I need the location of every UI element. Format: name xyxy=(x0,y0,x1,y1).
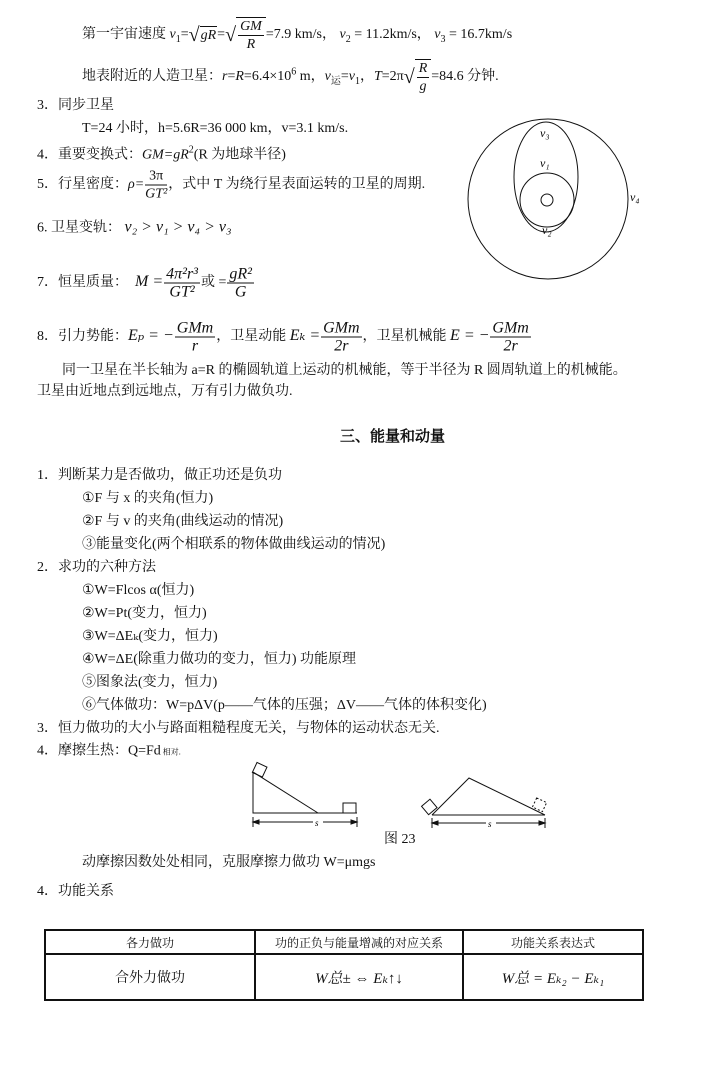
sqrt-icon: √ xyxy=(188,24,200,46)
label: 地表附近的人造卫星： xyxy=(82,69,222,85)
cell: W总± ⇔ Eₖ↑↓ xyxy=(255,954,463,1000)
list-item: ③能量变化(两个相联系的物体做曲线运动的情况) xyxy=(82,537,386,552)
denominator: r xyxy=(191,337,199,355)
t: v₂ > v₁ > v₄ > v₃ xyxy=(124,218,232,236)
sup: 6 xyxy=(291,66,297,78)
list-item: ②F 与 v 的夹角(曲线运动的情况) xyxy=(82,514,284,529)
orbit-circle-inner xyxy=(520,173,574,227)
var: gR xyxy=(200,27,217,43)
t: ，卫星机械能 xyxy=(362,329,451,345)
sub: 2 xyxy=(345,34,351,46)
t: = xyxy=(340,69,349,85)
sqrt-icon: √ xyxy=(403,66,415,88)
label-s: s xyxy=(488,819,492,829)
sub: 1 xyxy=(354,76,360,88)
cell: W总 = Eₖ₂ − Eₖ₁ xyxy=(463,954,643,1000)
orbit-circle-outer xyxy=(468,119,628,279)
t: 6. 卫星变轨： xyxy=(37,220,121,236)
friction-text: 动摩擦因数处处相同，克服摩擦力做功 W=μmgs xyxy=(82,855,376,870)
value: = 16.7km/s xyxy=(445,27,513,43)
table-header xyxy=(45,930,643,954)
t: 或 = xyxy=(200,275,227,291)
var: T xyxy=(373,69,382,85)
t: (R 为地球半径) xyxy=(193,147,286,163)
label-v2: v₂ xyxy=(542,223,552,237)
numerator: 4π²r³ xyxy=(166,265,198,283)
t: ， xyxy=(359,69,374,85)
t: ，式中 T 为绕行星表面运转的卫星的周期. xyxy=(168,177,426,193)
eq: = xyxy=(180,27,189,43)
incline-figure-right xyxy=(422,778,547,828)
incline-figure-left xyxy=(252,762,357,827)
work-energy-table xyxy=(44,929,644,1001)
s2-title: 2．求功的六种方法 xyxy=(37,560,156,575)
label: 第一宇宙速度 xyxy=(82,27,166,43)
numerator: GM xyxy=(240,19,262,34)
s1-title: 1．判断某力是否做功，做正功还是负功 xyxy=(37,468,282,483)
table-row xyxy=(45,954,643,1000)
var: v xyxy=(339,27,346,43)
t: 4．摩擦生热：Q=Fd xyxy=(37,743,161,759)
t: GM=gR xyxy=(142,147,189,163)
t: 7．恒星质量： xyxy=(37,275,128,291)
denominator: GT² xyxy=(169,283,195,301)
label-v3: v₃ xyxy=(540,126,550,140)
section-heading: 三、能量和动量 xyxy=(340,427,446,445)
paragraph: 同一卫星在半长轴为 a=R 的椭圆轨道上运动的机械能，等于半径为 R 圆周轨道上的机械能。 xyxy=(62,363,627,378)
t: = xyxy=(227,69,236,85)
list-item: ③W=ΔEₖ(变力，恒力) xyxy=(82,629,218,644)
t: 8．引力势能： xyxy=(37,329,128,345)
figure-caption: 图 23 xyxy=(384,832,416,847)
item3-text: T=24 小时，h=5.6R=36 000 km，v=3.1 km/s. xyxy=(82,121,349,136)
denominator: 2r xyxy=(334,337,349,355)
t: =6.4×10 xyxy=(243,69,292,85)
list-item: ④W=ΔE(除重力做功的变力，恒力) 功能原理 xyxy=(82,652,357,667)
numerator: gR² xyxy=(229,265,252,283)
t: =2π xyxy=(381,69,404,85)
header-cell: 各力做功 xyxy=(45,930,255,954)
t: ρ= xyxy=(128,177,145,193)
numerator: GMm xyxy=(176,319,214,337)
numerator: GMm xyxy=(492,319,529,337)
t: 5．行星密度： xyxy=(37,177,128,193)
list-item: ⑤图象法(变力，恒力) xyxy=(82,675,218,690)
numerator: R xyxy=(418,61,428,76)
var: R xyxy=(235,69,244,85)
denominator: R xyxy=(246,37,256,52)
var: v xyxy=(169,27,176,43)
sub: 运 xyxy=(330,76,341,88)
value: = 11.2km/s， xyxy=(350,27,431,43)
header-cell: 功的正负与能量增减的对应关系 xyxy=(255,930,463,954)
item3-title: 3．同步卫星 xyxy=(37,98,114,113)
list-item: ①W=Flcos α(恒力) xyxy=(82,583,195,598)
sub: 1 xyxy=(175,34,181,46)
numerator: GMm xyxy=(323,319,360,337)
sub: 3 xyxy=(440,34,446,46)
label-v4: v₄ xyxy=(630,190,640,204)
sqrt-icon: √ xyxy=(225,24,237,46)
denominator: 2r xyxy=(503,337,518,355)
denominator: GT² xyxy=(145,186,168,202)
t: M = xyxy=(135,273,164,291)
s3: 3．恒力做功的大小与路面粗糙程度无关，与物体的运动状态无关. xyxy=(37,721,440,736)
var: v xyxy=(434,27,441,43)
t: ，卫星动能 xyxy=(216,329,290,345)
list-item: ①F 与 x 的夹角(恒力) xyxy=(82,491,214,506)
list-item: ⑥气体做功：W=pΔV(p——气体的压强；ΔV——气体的体积变化) xyxy=(82,698,487,713)
t: m， xyxy=(296,69,325,85)
var: r xyxy=(222,69,228,85)
s5-title: 4．功能关系 xyxy=(37,884,114,899)
t: Eₖ = xyxy=(289,327,321,345)
var: v xyxy=(324,69,331,85)
s4 xyxy=(37,743,181,762)
sub: 相对. xyxy=(160,747,181,757)
t: E = − xyxy=(450,327,490,345)
var: v xyxy=(348,69,355,85)
cell: 合外力做功 xyxy=(45,954,255,1000)
sup: 2 xyxy=(188,144,194,156)
numerator: 3π xyxy=(145,168,167,186)
planet xyxy=(541,194,553,206)
denominator: G xyxy=(234,283,247,301)
eq: = xyxy=(217,27,226,43)
t: =84.6 分钟. xyxy=(431,69,499,85)
header-cell: 功能关系表达式 xyxy=(463,930,643,954)
value: =7.9 km/s， xyxy=(265,27,336,43)
label-s: s xyxy=(315,818,319,828)
denominator: g xyxy=(419,79,427,94)
list-item: ②W=Pt(变力，恒力) xyxy=(82,606,207,621)
label-v1: v₁ xyxy=(540,156,550,170)
paragraph: 卫星由近地点到远地点，万有引力做负功. xyxy=(37,384,293,399)
t: 4．重要变换式： xyxy=(37,147,142,163)
t: Eₚ = − xyxy=(128,327,174,345)
